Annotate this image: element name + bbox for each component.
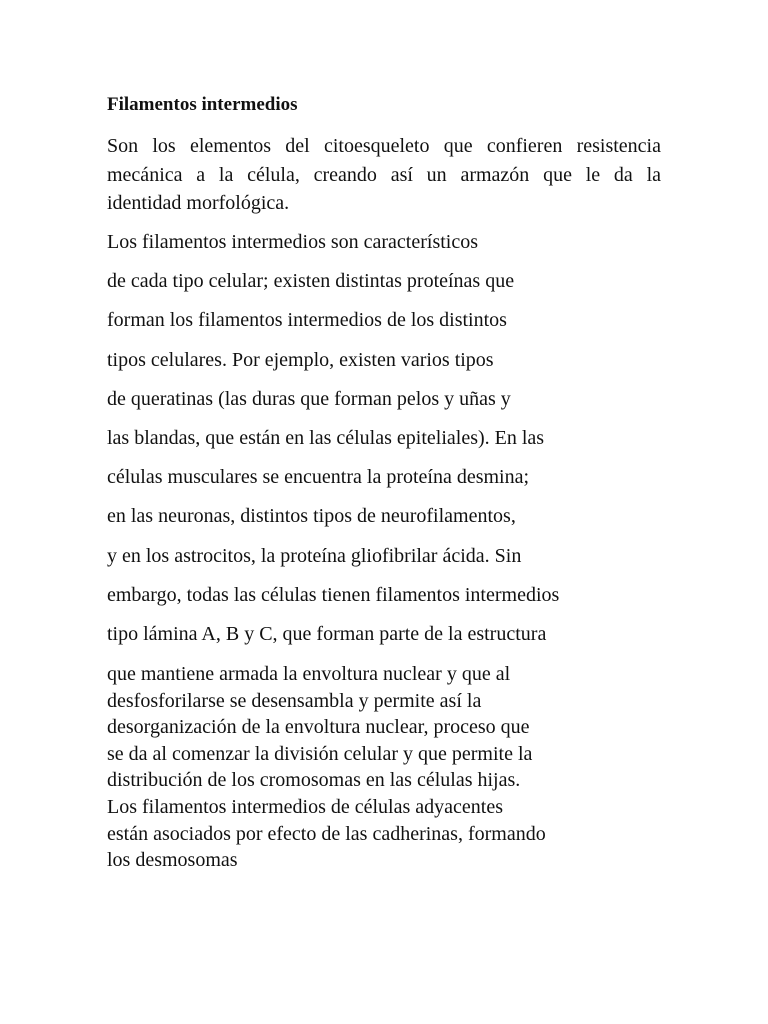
text-line: Los filamentos intermedios son característicos bbox=[107, 231, 479, 253]
text-line: desfosforilarse se desensambla y permite así la bbox=[107, 689, 482, 712]
document-title: Filamentos intermedios bbox=[107, 94, 298, 115]
paragraph-nuclear-envelope bbox=[107, 662, 546, 875]
text-line: de queratinas (las duras que forman pelos y uñas y bbox=[107, 387, 511, 410]
text-line: de cada tipo celular; existen distintas proteínas que bbox=[107, 270, 515, 293]
text-line: Los filamentos intermedios de células adyacentes bbox=[107, 795, 503, 818]
text-line: y en los astrocitos, la proteína gliofibrilar ácida. Sin bbox=[107, 544, 522, 567]
text-line: forman los filamentos intermedios de los distintos bbox=[107, 309, 507, 332]
paragraph-intro bbox=[107, 132, 661, 218]
paragraph-types bbox=[107, 230, 559, 661]
text-line: embargo, todas las células tienen filamentos intermedios bbox=[107, 583, 560, 606]
text-line: Son los elementos del citoesqueleto que confieren resistencia bbox=[107, 135, 661, 157]
text-line: en las neuronas, distintos tipos de neurofilamentos, bbox=[107, 505, 516, 528]
text-line: identidad morfológica. bbox=[107, 192, 290, 214]
text-line: están asociados por efecto de las cadherinas, formando bbox=[107, 822, 546, 845]
text-line: que mantiene armada la envoltura nuclear y que al bbox=[107, 663, 511, 685]
text-line: mecánica a la célula, creando así un armazón que le da la bbox=[107, 163, 661, 186]
text-line: células musculares se encuentra la proteína desmina; bbox=[107, 466, 530, 489]
text-line: se da al comenzar la división celular y que permite la bbox=[107, 742, 533, 765]
text-line: distribución de los cromosomas en las células hijas. bbox=[107, 769, 521, 792]
text-line: tipos celulares. Por ejemplo, existen varios tipos bbox=[107, 348, 494, 371]
text-line: las blandas, que están en las células epiteliales). En las bbox=[107, 426, 545, 449]
text-line: los desmosomas bbox=[107, 849, 238, 872]
text-line: desorganización de la envoltura nuclear, proceso que bbox=[107, 716, 530, 739]
text-line: tipo lámina A, B y C, que forman parte de la estructura bbox=[107, 622, 547, 645]
